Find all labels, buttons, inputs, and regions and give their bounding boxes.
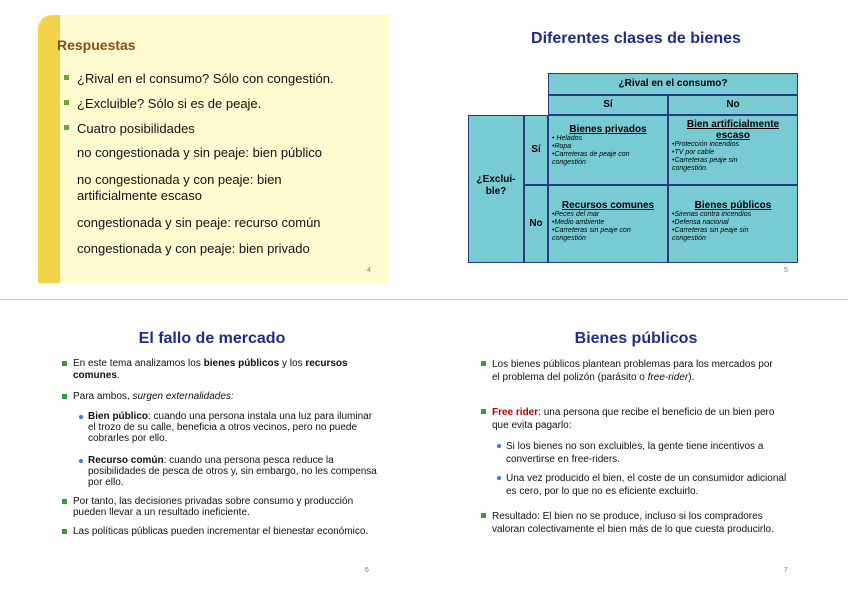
bullet: Resultado: El bien no se produce, incluso si los compradores valoran colectivamente el bien más de lo que cuesta producirlo. (492, 510, 782, 536)
bullet: Free rider: una persona que recibe el beneficio de un bien pero que evita pagarlo: (492, 406, 782, 432)
bullet: Los bienes públicos plantean problemas para los mercados por el problema del polizón (parásito o free-rider). (492, 358, 782, 384)
slide-title: Bienes públicos (574, 330, 698, 347)
col-no: No (668, 95, 798, 115)
slide-title: Diferentes clases de bienes (531, 30, 741, 47)
rival-header: ¿Rival en el consumo? (548, 73, 798, 95)
row-no: No (524, 185, 548, 263)
page-number: 5 (784, 267, 788, 274)
slide-7 (424, 300, 848, 599)
cell-bienes-publicos: Bienes públicos •Sirenas contra incendios •Defensa nacional •Carreteras sin peaje sin congestión (668, 185, 798, 263)
sub-item: congestionada y con peaje: bien privado (77, 241, 310, 256)
slide-title: Respuestas (57, 37, 136, 53)
sub-bullet: Una vez producido el bien, el coste de un consumidor adicional es cero, por lo que no es eficiente excluirlo. (506, 472, 796, 498)
sub-bullet: Bien público: cuando una persona instala una luz para iluminar el trozo de su calle, beneficia a otros vecinos, pero no puede cobrarles por ello. (88, 411, 378, 444)
bullet: Las políticas públicas pueden incrementar el bienestar económico. (73, 526, 373, 537)
page-number: 7 (784, 567, 788, 574)
sub-item: no congestionada y con peaje: bien artificialmente escaso (77, 172, 282, 203)
slide-4 (0, 0, 424, 299)
sub-item: congestionada y sin peaje: recurso común (77, 215, 321, 230)
col-si: Sí (548, 95, 668, 115)
bullet: Por tanto, las decisiones privadas sobre consumo y producción pueden llevar a un resultado ineficiente. (73, 496, 373, 518)
sub-bullet: Recurso común: cuando una persona pesca reduce la posibilidades de pesca de otros y, sin embargo, no les compensa por ello. (88, 455, 378, 488)
bullet: Cuatro posibilidades (64, 121, 195, 136)
bullet: ¿Excluible? Sólo si es de peaje. (64, 96, 261, 111)
bullet: Para ambos, surgen externalidades: (73, 391, 383, 403)
row-si: Sí (524, 115, 548, 185)
yellow-tab (38, 15, 60, 283)
sub-bullet: Si los bienes no son excluibles, la gente tiene incentivos a convertirse en free-riders. (506, 440, 786, 466)
slide-6 (0, 300, 424, 599)
bullet: ¿Rival en el consumo? Sólo con congestión. (64, 71, 334, 86)
cell-recursos-comunes: Recursos comunes •Peces del mar •Medio ambiente •Carreteras sin peaje con congestión (548, 185, 668, 263)
sub-item: no congestionada y sin peaje: bien público (77, 145, 323, 160)
page-number: 4 (367, 267, 371, 274)
slide-title: El fallo de mercado (138, 330, 286, 347)
page-number: 6 (365, 567, 369, 574)
cell-bien-artificialmente-escaso: Bien artificialmente escaso •Protección incendios •TV por cable •Carreteras peaje sin congestión. (668, 115, 798, 185)
cell-bienes-privados: Bienes privados • Helados •Ropa •Carreteras de peaje con congestión (548, 115, 668, 185)
slide-5 (424, 0, 848, 299)
bullet: En este tema analizamos los bienes públicos y los recursos comunes. (73, 358, 383, 382)
row-label: ¿Exclui-ble? (468, 115, 524, 263)
